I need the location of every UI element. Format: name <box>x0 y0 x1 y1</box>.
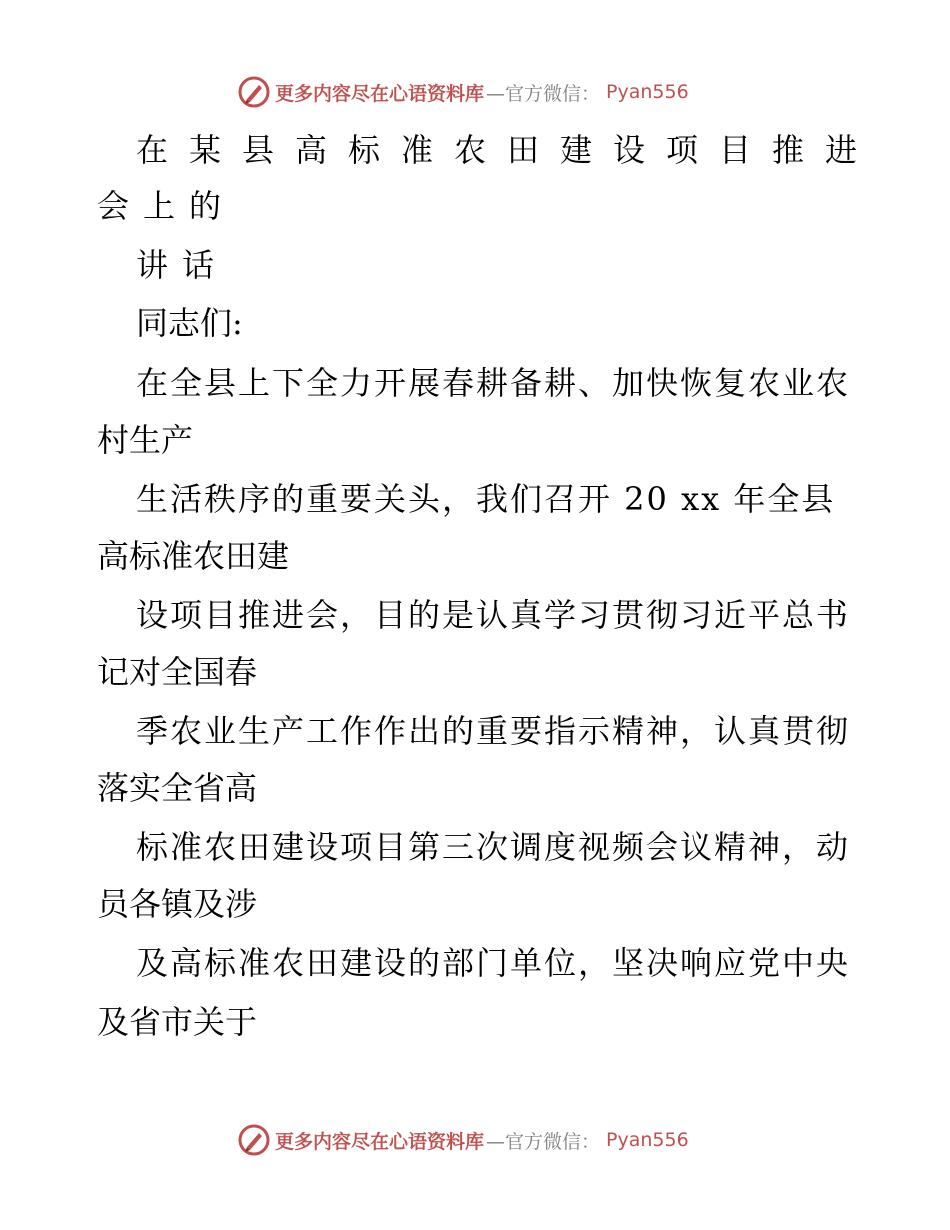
paragraph-line: 生活秩序的重要关头，我们召开 20 xx 年全县 <box>136 480 836 518</box>
document-title-line-2: 会上的 <box>97 187 236 225</box>
paragraph-line: 在全县上下全力开展春耕备耕、加快恢复农业农 <box>136 364 851 402</box>
salutation: 同志们: <box>136 304 243 342</box>
paragraph-line: 季农业生产工作作出的重要指示精神，认真贯彻 <box>136 712 851 750</box>
paragraph-line: 高标准农田建 <box>97 537 290 575</box>
pen-logo-icon <box>237 1123 271 1157</box>
banner-dash-text: —官方微信： <box>486 1130 601 1153</box>
banner-dash-text: —官方微信： <box>486 82 601 105</box>
banner-wechat-id: Pyan556 <box>606 1129 689 1151</box>
paragraph-line: 记对全国春 <box>97 653 258 691</box>
header-banner <box>237 72 689 112</box>
banner-main-text: 更多内容尽在心语资料库 <box>275 1130 485 1153</box>
paragraph-line: 标准农田建设项目第三次调度视频会议精神，动 <box>136 828 851 866</box>
document-title-line-1: 在某县高标准农田建设项目推进 <box>136 131 879 169</box>
banner-wechat-id: Pyan556 <box>606 81 689 103</box>
banner-main-text: 更多内容尽在心语资料库 <box>275 82 485 105</box>
paragraph-line: 员各镇及涉 <box>97 885 258 923</box>
paragraph-line: 设项目推进会，目的是认真学习贯彻习近平总书 <box>136 596 851 634</box>
footer-banner <box>237 1120 689 1160</box>
paragraph-line: 及省市关于 <box>97 1003 258 1041</box>
paragraph-line: 落实全省高 <box>97 769 258 807</box>
paragraph-line: 村生产 <box>97 421 194 459</box>
paragraph-line: 及高标准农田建设的部门单位，坚决响应党中央 <box>136 944 851 982</box>
document-title-line-3: 讲话 <box>136 246 229 284</box>
pen-logo-icon <box>237 75 271 109</box>
